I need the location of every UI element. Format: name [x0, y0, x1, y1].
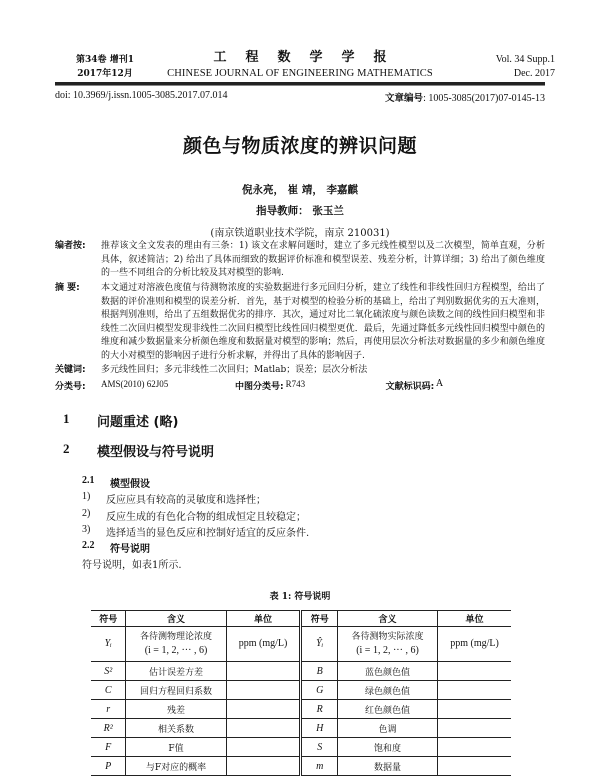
meaning-line: 各待测物理论浓度 — [139, 632, 212, 642]
meaning-cell — [126, 627, 226, 662]
abstract — [55, 282, 545, 363]
journal-title-block — [155, 49, 445, 82]
editor-note-text: 推荐该文全文发表的理由有三条：1) 该文在求解问题时，建立了多元线性模型以及二次模型，简单直观，分析具体，叙述简洁；2) 给出了具体而细致的数据评价标准和模型误差、残差分析，计算详细；3) 给出了颜色维度的一些不同组合的分析比较及其对模型的影响. — [101, 241, 545, 278]
header-rule-thin — [55, 85, 545, 86]
assumption-item — [82, 491, 266, 506]
clc-code: R743 — [285, 379, 306, 389]
unit-cell — [226, 662, 301, 681]
editor-note-label: 编者按: — [55, 241, 86, 251]
affiliation: (南京铁道职业技术学院，南京 210031) — [210, 228, 390, 239]
unit-cell — [438, 681, 511, 700]
table-row — [91, 700, 511, 719]
abstract-label: 摘 要: — [55, 283, 80, 293]
header-cell: 单位 — [226, 611, 301, 627]
unit-cell — [438, 662, 511, 681]
header-date-cn: 2017年12月 — [77, 69, 133, 79]
item-text: 反应生成的有色化合物的组成恒定且较稳定； — [106, 512, 306, 523]
header-cell: 含义 — [337, 611, 437, 627]
table-caption: 表 1: 符号说明 — [269, 592, 331, 602]
journal-title-en: CHINESE JOURNAL OF ENGINEERING MATHEMATICS — [167, 68, 433, 79]
table-row — [91, 757, 511, 776]
section-number: 2 — [63, 441, 70, 456]
subsection-title: 符号说明 — [110, 544, 150, 555]
symbol-cell: R — [301, 700, 337, 719]
symbol-cell: r — [91, 700, 126, 719]
keywords-text: 多元线性回归；多元非线性二次回归；Matlab；误差；层次分析法 — [101, 365, 368, 375]
meaning-cell: 色调 — [337, 719, 437, 738]
meaning-index: (i = 1, 2, ··· , 6) — [144, 645, 208, 656]
subsection-number: 2.2 — [82, 540, 95, 551]
table-row — [91, 719, 511, 738]
header-volume-block — [60, 53, 150, 81]
subsection-heading-2-1 — [82, 475, 150, 490]
classification-line — [55, 379, 443, 392]
symbol-table — [91, 610, 511, 776]
symbol-intro-text: 符号说明，如表1所示. — [82, 560, 182, 571]
header-cell: 单位 — [438, 611, 511, 627]
unit-cell — [226, 700, 301, 719]
unit-cell — [438, 738, 511, 757]
subsection-heading-2-2 — [82, 540, 150, 555]
meaning-line: 各待测物实际浓度 — [351, 632, 424, 642]
keywords — [55, 364, 545, 378]
meaning-cell: 蓝色颜色值 — [337, 662, 437, 681]
meaning-cell: F值 — [126, 738, 226, 757]
symbol-cell: Yᵢ — [91, 627, 126, 662]
section-number: 1 — [63, 411, 70, 426]
item-number: 3) — [82, 524, 91, 535]
unit-cell — [226, 681, 301, 700]
meaning-cell: 相关系数 — [126, 719, 226, 738]
unit-cell — [438, 700, 511, 719]
meaning-cell: 数据量 — [337, 757, 437, 776]
abstract-text: 本文通过对溶液色度值与待测物浓度的实验数据进行多元回归分析，建立了线性和非线性回归方程模型，给出了数据的评价准则和模型的误差分析．首先，基于对模型的检验分析的基础上，给出了判别数据优劣的五大准则，根据判别准则，给出了五组数据优劣的排序．其次，通过对比二氧化硫浓度与颜色读数之间的线性回归模型和非线性二次回归模型发现非线性二次回归模型比线性回归模型更优．最后，先通过降低多元线性回归模型中颜色的维度和减少数据量来分析颜色维度和数据量对模型的影响；然后，再使用层次分析法对数据量的多少和颜色维度的大小对模型的影响因子进行分析求解，并得出了具体的影响因子. — [101, 283, 545, 361]
assumption-item — [82, 508, 306, 523]
section-title: 问题重述 (略) — [97, 415, 179, 430]
keywords-label: 关键词: — [55, 365, 86, 375]
article-number-value: : 1005-3085(2017)07-0145-13 — [423, 93, 545, 104]
item-text: 选择适当的显色反应和控制好适宜的反应条件. — [106, 528, 310, 539]
symbol-cell: Ŷᵢ — [301, 627, 337, 662]
header-volume: 第34卷 增刊1 — [76, 55, 134, 65]
meaning-cell: 红色颜色值 — [337, 700, 437, 719]
item-text: 反应应具有较高的灵敏度和选择性； — [106, 495, 266, 506]
table-row — [91, 738, 511, 757]
doc-code-label: 文献标识码: — [385, 382, 435, 392]
unit-cell: ppm (mg/L) — [226, 627, 301, 662]
assumption-item — [82, 524, 309, 539]
unit-cell — [226, 738, 301, 757]
symbol-cell: R² — [91, 719, 126, 738]
table-row — [91, 627, 511, 662]
doi[interactable]: doi: 10.3969/j.issn.1005-3085.2017.07.014 — [55, 90, 228, 101]
meaning-index: (i = 1, 2, ··· , 6) — [356, 645, 419, 656]
meaning-cell: 残差 — [126, 700, 226, 719]
article-number-label: 文章编号 — [385, 93, 424, 104]
symbol-cell: P — [91, 757, 126, 776]
ams-label: 分类号: — [55, 382, 86, 392]
symbol-cell: C — [91, 681, 126, 700]
header-vol-en-block — [455, 53, 555, 81]
meaning-cell: 绿色颜色值 — [337, 681, 437, 700]
header-cell: 符号 — [301, 611, 337, 627]
unit-cell — [226, 719, 301, 738]
symbol-cell: H — [301, 719, 337, 738]
symbol-cell: S² — [91, 662, 126, 681]
table-header-row — [91, 611, 511, 627]
meaning-cell: 回归方程回归系数 — [126, 681, 226, 700]
subsection-title: 模型假设 — [110, 479, 150, 490]
symbol-cell: S — [301, 738, 337, 757]
ams-code: AMS(2010) 62J05 — [101, 379, 169, 389]
symbol-cell: F — [91, 738, 126, 757]
header-cell: 符号 — [91, 611, 126, 627]
item-number: 1) — [82, 491, 91, 502]
table-row — [91, 681, 511, 700]
item-number: 2) — [82, 508, 91, 519]
header-cell: 含义 — [126, 611, 226, 627]
authors: 倪永亮， 崔 靖， 李嘉麒 — [242, 184, 358, 196]
section-heading-1 — [63, 411, 178, 430]
advisor: 指导教师： 张玉兰 — [256, 205, 344, 217]
unit-cell — [226, 757, 301, 776]
section-heading-2 — [63, 441, 214, 460]
unit-cell — [438, 719, 511, 738]
article-number — [385, 90, 545, 104]
paper-title: 颜色与物质浓度的辨识问题 — [182, 135, 417, 157]
header-vol-en: Vol. 34 Supp.1 — [495, 54, 555, 65]
table-row — [91, 662, 511, 681]
unit-cell: ppm (mg/L) — [438, 627, 511, 662]
subsection-number: 2.1 — [82, 475, 95, 486]
meaning-cell: 饱和度 — [337, 738, 437, 757]
editor-note — [55, 240, 545, 281]
header-date-en: Dec. 2017 — [513, 68, 555, 79]
clc-label: 中图分类号: — [235, 382, 284, 392]
section-title: 模型假设与符号说明 — [97, 445, 215, 460]
journal-title-cn: 工程数学学报 — [213, 50, 406, 65]
symbol-cell: m — [301, 757, 337, 776]
meaning-cell — [337, 627, 437, 662]
symbol-cell: B — [301, 662, 337, 681]
doc-code: A — [436, 379, 443, 389]
meaning-cell: 与F对应的概率 — [126, 757, 226, 776]
meaning-cell: 估计误差方差 — [126, 662, 226, 681]
unit-cell — [438, 757, 511, 776]
symbol-cell: G — [301, 681, 337, 700]
